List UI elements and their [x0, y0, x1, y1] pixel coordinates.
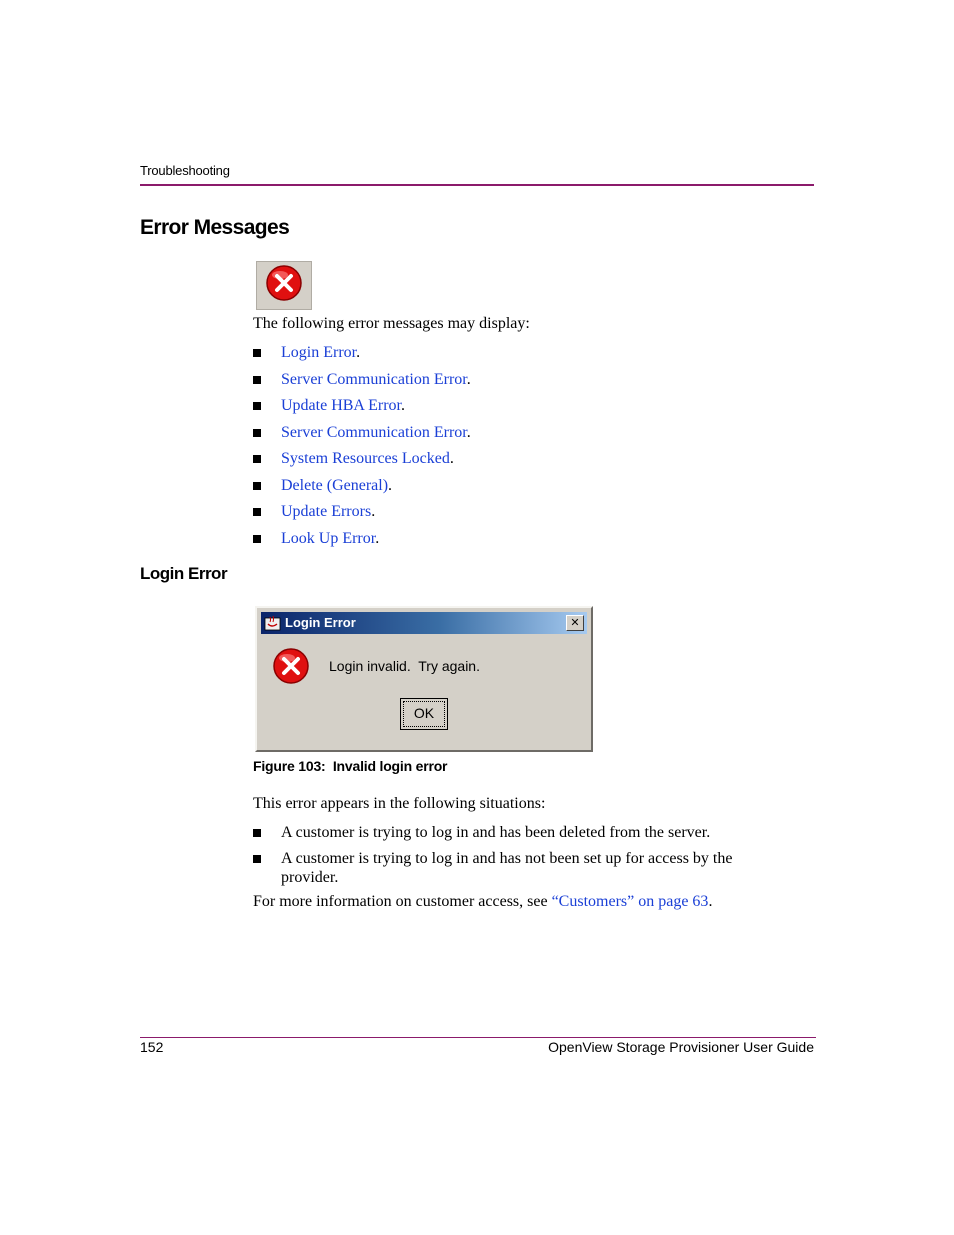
list-item: Delete (General). — [253, 476, 471, 495]
error-icon — [271, 646, 311, 686]
link-delete-general[interactable]: Delete (General) — [281, 476, 389, 494]
page-number: 152 — [140, 1039, 164, 1055]
more-info-suffix: . — [708, 893, 713, 910]
list-item: System Resources Locked. — [253, 449, 471, 468]
login-error-dialog — [255, 606, 593, 752]
footer-rule — [140, 1037, 816, 1038]
list-item: Server Communication Error. — [253, 423, 471, 442]
list-item: Login Error. — [253, 343, 471, 362]
situation-text: A customer is trying to log in and has not been set up for access by the provider. — [281, 850, 733, 886]
java-app-icon — [264, 615, 281, 631]
link-update-hba-error[interactable]: Update HBA Error — [281, 397, 401, 414]
list-item: Update Errors. — [253, 502, 471, 521]
situations-intro: This error appears in the following situations: — [253, 795, 546, 812]
bullet-icon — [253, 429, 261, 437]
list-item: Look Up Error. — [253, 529, 471, 548]
more-info-prefix: For more information on customer access, see — [253, 893, 552, 910]
error-link-list — [253, 343, 471, 548]
customers-page-link[interactable]: “Customers” on page 63 — [551, 893, 709, 910]
intro-text: The following error messages may display: — [253, 315, 530, 332]
subsection-title: Login Error — [140, 564, 228, 583]
error-icon — [257, 262, 311, 309]
bullet-icon — [253, 376, 261, 384]
bullet-icon — [253, 855, 261, 863]
dialog-message: Login invalid. Try again. — [329, 658, 480, 674]
list-item: Server Communication Error. — [253, 370, 471, 389]
close-button[interactable] — [566, 615, 584, 631]
bullet-icon — [253, 508, 261, 516]
link-server-communication-error[interactable]: Server Communication Error — [281, 370, 467, 388]
header-rule — [140, 184, 814, 186]
bullet-icon — [253, 535, 261, 543]
section-title: Error Messages — [140, 216, 290, 239]
list-item: Update HBA Error. — [253, 396, 471, 415]
bullet-icon — [253, 349, 261, 357]
link-server-communication-error-2[interactable]: Server Communication Error — [281, 423, 467, 441]
link-look-up-error[interactable]: Look Up Error — [281, 529, 376, 547]
link-update-errors[interactable]: Update Errors — [281, 503, 372, 520]
bullet-icon — [253, 455, 261, 463]
dialog-title-bar[interactable] — [261, 612, 587, 634]
error-icon-figure — [256, 261, 312, 310]
bullet-icon — [253, 402, 261, 410]
bullet-icon — [253, 482, 261, 490]
bullet-icon — [253, 829, 261, 837]
link-login-error[interactable]: Login Error — [281, 344, 357, 361]
more-info-text — [253, 893, 712, 911]
situations-list — [253, 823, 773, 887]
guide-title: OpenView Storage Provisioner User Guide — [548, 1039, 814, 1055]
running-header: Troubleshooting — [140, 163, 230, 178]
close-icon: ✕ — [570, 616, 580, 629]
ok-button-label: OK — [403, 701, 445, 727]
dialog-title: Login Error — [285, 615, 356, 630]
list-item — [253, 849, 773, 887]
link-system-resources-locked[interactable]: System Resources Locked — [281, 450, 450, 467]
list-item — [253, 823, 773, 842]
ok-button[interactable] — [400, 698, 448, 730]
figure-caption: Figure 103: Invalid login error — [253, 758, 448, 774]
situation-text: A customer is trying to log in and has been deleted from the server. — [281, 824, 711, 841]
